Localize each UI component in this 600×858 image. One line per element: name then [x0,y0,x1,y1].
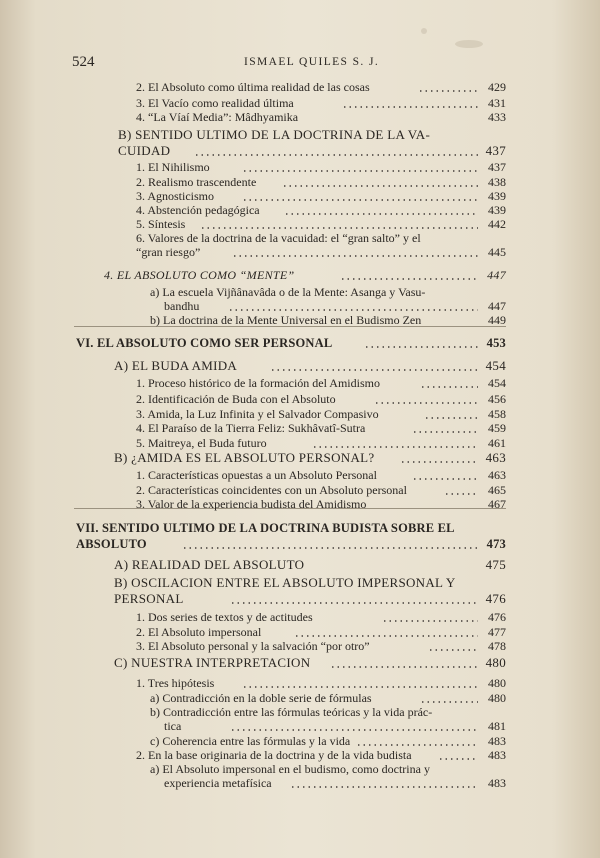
toc-page-number: 447 [487,268,506,282]
dot-leader [364,336,478,350]
toc-entry-title: 2. Realismo trascendente [136,175,257,189]
toc-entry-title: 2. Identificación de Buda con el Absoluto [136,392,336,406]
page-header [72,54,540,74]
toc-entry-title: CUIDAD [118,143,171,158]
dot-leader [444,483,478,497]
toc-page-number: 442 [488,217,506,231]
toc-page-number: 483 [488,776,506,790]
toc-page-number: 467 [488,497,506,511]
toc-page-number: 454 [485,358,506,373]
dot-leader [294,625,478,639]
toc-entry-title: b) Contradicción entre las fórmulas teóricas y la vida prác- [150,705,433,719]
toc-entry-title: tica [164,719,182,733]
dot-leader [282,175,478,189]
dot-leader [200,217,478,231]
toc-page-number: 476 [488,610,506,624]
toc-entry-title: 3. Agnosticismo [136,189,215,203]
toc-page-number: 480 [488,691,506,705]
dot-leader [290,776,478,790]
toc-entry-title: experiencia metafísica [164,776,272,790]
dot-leader [418,80,478,94]
toc-page-number: 465 [488,483,506,497]
dot-leader [374,392,478,406]
toc-entry-title: b) La doctrina de la Mente Universal en el Budismo Zen [150,313,422,327]
toc-page-number: 445 [488,245,506,259]
toc-page-number: 431 [488,96,506,110]
toc-entry-title: 3. El Absoluto personal y la salvación “por otro” [136,639,370,653]
toc-entry-title: “gran riesgo” [136,245,201,259]
dot-leader [428,639,478,653]
toc-entry-title: 2. Características coincidentes con un Absoluto personal [136,483,407,497]
toc-entry-title: 1. Tres hipótesis [136,676,215,690]
toc-entry-title: a) El Absoluto impersonal en el budismo, como doctrina y [150,762,430,776]
toc-page-number: 475 [485,557,506,572]
dot-leader [420,691,478,705]
toc-entry-title: c) Coherencia entre las fórmulas y la vida [150,734,351,748]
toc-entry-title: B) ¿AMIDA ES EL ABSOLUTO PERSONAL? [114,450,375,465]
toc-entry-title: 5. Síntesis [136,217,186,231]
toc-entry-title: A) REALIDAD DEL ABSOLUTO [114,557,305,572]
dot-leader [412,468,478,482]
dot-leader [194,144,478,158]
toc-entry-title: 5. Maitreya, el Buda futuro [136,436,267,450]
toc-page-number: 463 [488,468,506,482]
dot-leader [232,245,478,259]
page-stain [455,40,483,48]
toc-entry-title: 6. Valores de la doctrina de la vacuidad: el “gran salto” y el [136,231,421,245]
toc-entry-title: 4. EL ABSOLUTO COMO “MENTE” [104,268,295,282]
toc-entry-title: VI. EL ABSOLUTO COMO SER PERSONAL [76,336,333,350]
toc-page-number: 429 [488,80,506,94]
dot-leader [230,719,478,733]
toc-page-number: 478 [488,639,506,653]
dot-leader [342,96,478,110]
dot-leader [400,451,478,465]
page-stain [421,28,427,34]
toc-page-number: 481 [488,719,506,733]
page-number: 524 [72,54,95,70]
toc-page-number: 483 [488,748,506,762]
dot-leader [228,299,478,313]
toc-entry-title: 2. El Absoluto impersonal [136,625,262,639]
dot-leader [242,189,478,203]
dot-leader [230,592,478,606]
toc-entry-title: VII. SENTIDO ULTIMO DE LA DOCTRINA BUDISTA SOBRE EL [76,521,455,535]
toc-page-number: 476 [485,591,506,606]
dot-leader [312,436,478,450]
toc-page-number: 477 [488,625,506,639]
toc-entry-title: 2. En la base originaria de la doctrina y de la vida budista [136,748,412,762]
dot-leader [270,359,478,373]
toc-entry-title: 1. Proceso histórico de la formación del Amidismo [136,376,380,390]
dot-leader [330,656,478,670]
toc-page-number: 453 [486,336,506,350]
toc-page-number: 437 [488,160,506,174]
toc-page-number: 454 [488,376,506,390]
toc-entry-title: 4. Abstención pedagógica [136,203,260,217]
toc-entry-title: 3. Amida, la Luz Infinita y el Salvador Compasivo [136,407,379,421]
toc-page-number: 480 [485,655,506,670]
toc-page-number: 439 [488,203,506,217]
toc-page-number: 449 [488,313,506,327]
toc-entry-title: B) OSCILACION ENTRE EL ABSOLUTO IMPERSONAL Y [114,575,456,590]
dot-leader [420,376,478,390]
toc-page-number: 439 [488,189,506,203]
toc-page-number: 458 [488,407,506,421]
dot-leader [242,160,478,174]
toc-page-number: 447 [488,299,506,313]
toc-entry-title: 4. “La Víaí Media”: Mâdhyamika [136,110,299,124]
dot-leader [182,537,478,551]
toc-entry-title: 1. El Nihilismo [136,160,210,174]
dot-leader [340,268,478,282]
toc-page-number: 459 [488,421,506,435]
dot-leader [412,421,478,435]
toc-entry-title: C) NUESTRA INTERPRETACION [114,655,311,670]
toc-entry-title: bandhu [164,299,200,313]
toc-entry-title: a) Contradicción en la doble serie de fórmulas [150,691,372,705]
toc-page-number: 480 [488,676,506,690]
toc-entry-title: a) La escuela Vijñânavâda o de la Mente: Asanga y Vasu- [150,285,426,299]
dot-leader [424,407,478,421]
toc-page-number: 473 [486,537,506,551]
toc-page-number: 456 [488,392,506,406]
dot-leader [438,748,478,762]
toc-entry-title: 2. El Absoluto como última realidad de las cosas [136,80,370,94]
toc-page-number: 438 [488,175,506,189]
dot-leader [382,610,478,624]
toc-page-number: 433 [488,110,506,124]
toc-entry-title: 1. Características opuestas a un Absoluto Personal [136,468,377,482]
toc-entry-title: 1. Dos series de textos y de actitudes [136,610,313,624]
toc-entry-title: A) EL BUDA AMIDA [114,358,238,373]
dot-leader [242,676,478,690]
toc-entry-title: 4. El Paraíso de la Tierra Feliz: Sukhâvatî-Sutra [136,421,366,435]
toc-page-number: 437 [485,143,506,158]
toc-page-number: 463 [485,450,506,465]
toc-entry-title: B) SENTIDO ULTIMO DE LA DOCTRINA DE LA VA- [118,127,431,142]
toc-entry-title: PERSONAL [114,591,184,606]
toc-page-number: 483 [488,734,506,748]
toc-page-number: 461 [488,436,506,450]
toc-entry-title: 3. Valor de la experiencia budista del Amidismo [136,497,367,511]
toc-entry-title: ABSOLUTO [76,537,147,551]
dot-leader [356,734,478,748]
toc-entry-title: 3. El Vacío como realidad última [136,96,294,110]
dot-leader [284,203,478,217]
running-head: ISMAEL QUILES S. J. [244,56,380,68]
